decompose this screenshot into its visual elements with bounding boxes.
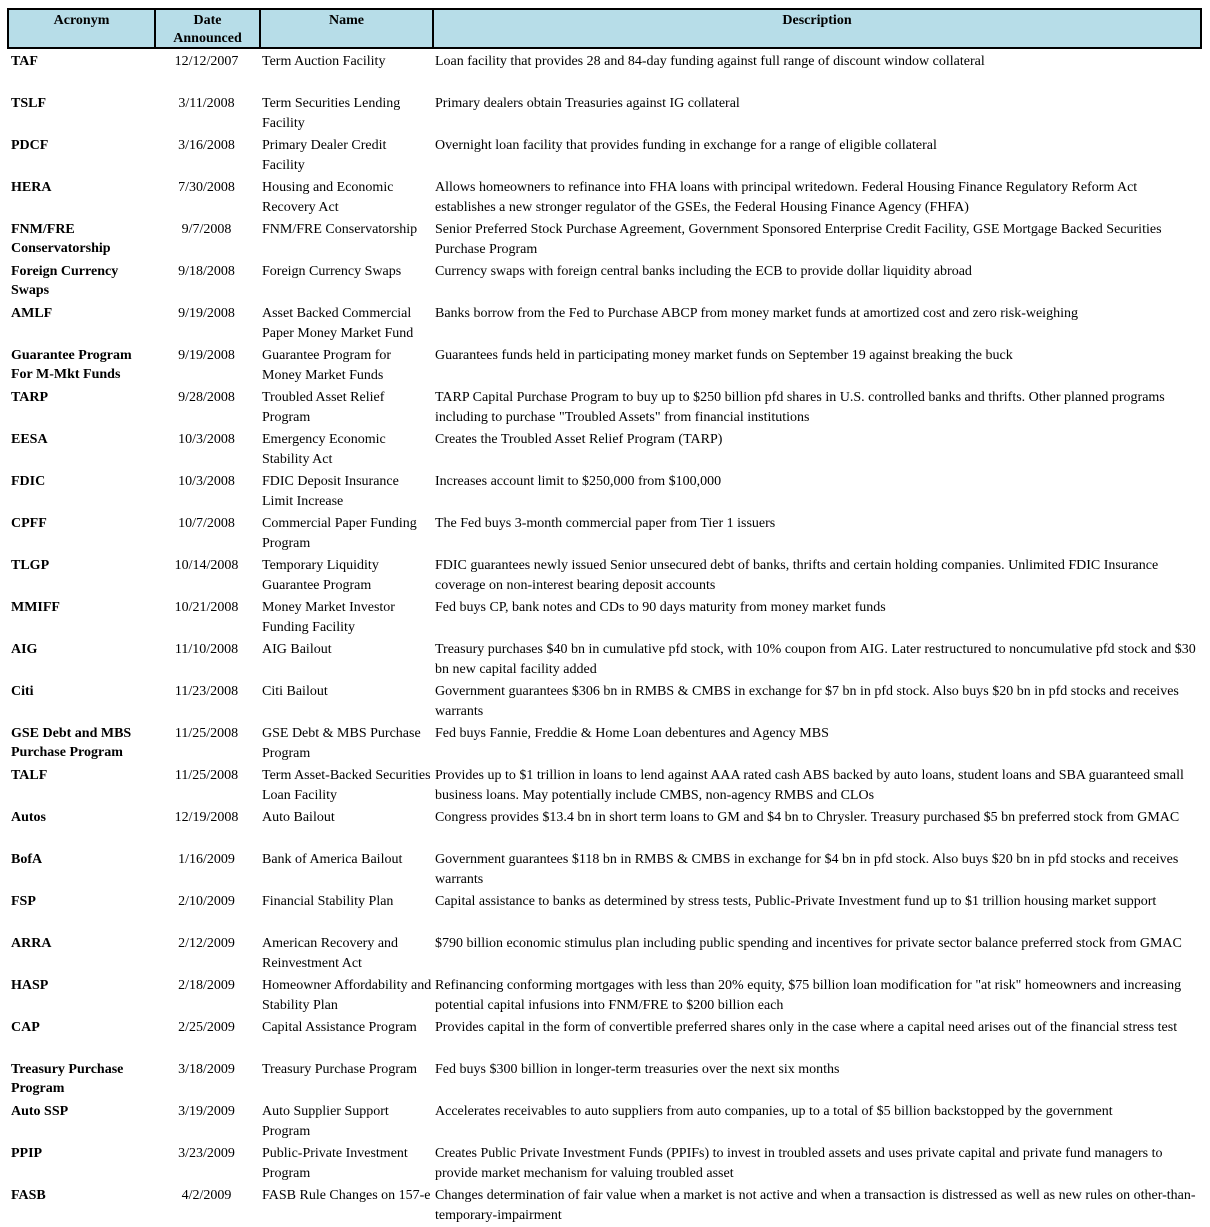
date-cell: 11/25/2008 (174, 768, 239, 783)
name-cell: Commercial Paper Funding Program (262, 516, 417, 551)
description-cell: Banks borrow from the Fed to Purchase ABCP from money market funds at amortized cost and zero risk-weighing (435, 306, 1078, 321)
name-cell: FNM/FRE Conservatorship (262, 222, 418, 237)
name-cell: Financial Stability Plan (262, 894, 394, 909)
table-row (7, 1017, 1202, 1059)
date-cell: 1/16/2009 (178, 852, 235, 867)
date-cell: 2/10/2009 (178, 894, 235, 909)
description-cell: Provides up to $1 trillion in loans to lend against AAA rated cash ABS backed by auto loans, student loans and SBA guaranteed small business loans. May potentially include CMBS, non-agency RMBS and CLOs (435, 768, 1184, 803)
acronym-cell: Auto SSP (11, 1104, 69, 1119)
acronym-cell: HERA (11, 180, 52, 195)
name-cell: Primary Dealer Credit Facility (262, 138, 387, 173)
description-cell: Overnight loan facility that provides funding in exchange for a range of eligible collateral (435, 138, 937, 153)
table-row (7, 1143, 1202, 1185)
table-row (7, 471, 1202, 513)
name-cell: Term Securities Lending Facility (262, 96, 401, 131)
name-cell: AIG Bailout (262, 642, 332, 657)
date-cell: 3/11/2008 (178, 96, 235, 111)
description-cell: Provides capital in the form of convertible preferred shares only in the case where a capital need arises out of the financial stress test (435, 1020, 1178, 1035)
acronym-cell: TSLF (11, 96, 47, 111)
table-row (7, 429, 1202, 471)
description-cell: Congress provides $13.4 bn in short term loans to GM and $4 bn to Chrysler. Treasury purchased $5 bn preferred stock from GMAC (435, 810, 1180, 825)
acronym-cell: CAP (11, 1020, 40, 1035)
date-cell: 7/30/2008 (178, 180, 235, 195)
acronym-cell: MMIFF (11, 600, 60, 615)
acronym-cell: EESA (11, 432, 48, 447)
acronym-cell: Foreign Currency Swaps (11, 264, 119, 298)
table-row (7, 765, 1202, 807)
description-cell: Allows homeowners to refinance into FHA loans with principal writedown. Federal Housing Finance Regulatory Reform Act establishes a new stronger regulator of the GSEs, the Federal Housing Finance Agency (FHFA) (435, 180, 1138, 215)
acronym-cell: AMLF (11, 306, 53, 321)
date-cell: 12/12/2007 (174, 54, 239, 69)
date-cell: 10/7/2008 (178, 516, 235, 531)
acronym-cell: TARP (11, 390, 49, 405)
acronym-cell: TAF (11, 54, 38, 69)
table-row (7, 135, 1202, 177)
name-cell: Auto Bailout (262, 810, 335, 825)
name-cell: Foreign Currency Swaps (262, 264, 402, 279)
description-cell: Capital assistance to banks as determined by stress tests, Public-Private Investment fund up to $1 trillion housing market support (435, 894, 1157, 909)
acronym-cell: PPIP (11, 1146, 43, 1161)
name-cell: Auto Supplier Support Program (262, 1104, 389, 1139)
table-row (7, 933, 1202, 975)
acronym-cell: FSP (11, 894, 36, 909)
date-cell: 3/16/2008 (178, 138, 235, 153)
table-row (7, 387, 1202, 429)
description-cell: The Fed buys 3-month commercial paper from Tier 1 issuers (435, 516, 776, 531)
table-row (7, 849, 1202, 891)
description-cell: Government guarantees $306 bn in RMBS & CMBS in exchange for $7 bn in pfd stock. Also buys $20 bn in pfd stocks and receives warrants (435, 684, 1179, 719)
name-cell: Troubled Asset Relief Program (262, 390, 385, 425)
name-cell: FASB Rule Changes on 157-e (262, 1188, 431, 1203)
name-cell: Bank of America Bailout (262, 852, 403, 867)
table-body (7, 51, 1202, 1227)
acronym-cell: Treasury Purchase Program (11, 1062, 124, 1096)
date-cell: 10/3/2008 (178, 474, 235, 489)
table-row (7, 261, 1202, 303)
description-cell: Currency swaps with foreign central banks including the ECB to provide dollar liquidity abroad (435, 264, 972, 279)
acronym-cell: ARRA (11, 936, 52, 951)
date-cell: 2/18/2009 (178, 978, 235, 993)
acronym-cell: TALF (11, 768, 48, 783)
date-cell: 11/25/2008 (174, 726, 239, 741)
description-cell: $790 billion economic stimulus plan including public spending and incentives for private sector balance preferred stock from GMAC (435, 936, 1182, 951)
date-cell: 10/21/2008 (174, 600, 239, 615)
table-row (7, 975, 1202, 1017)
name-cell: Homeowner Affordability and Stability Plan (262, 978, 432, 1013)
name-cell: Term Asset-Backed Securities Loan Facility (262, 768, 431, 803)
description-cell: Primary dealers obtain Treasuries against IG collateral (435, 96, 740, 111)
acronym-cell: CPFF (11, 516, 47, 531)
table-row (7, 639, 1202, 681)
date-cell: 9/19/2008 (178, 348, 235, 363)
description-cell: TARP Capital Purchase Program to buy up to $250 billion pfd shares in U.S. controlled banks and thrifts. Other planned programs including to purchase "Troubled Assets" from financial institutions (435, 390, 1165, 425)
acronym-cell: Citi (11, 684, 34, 699)
date-cell: 4/2/2009 (181, 1188, 232, 1203)
description-cell: Loan facility that provides 28 and 84-day funding against full range of discount window collateral (435, 54, 985, 69)
acronym-cell: AIG (11, 642, 38, 657)
acronym-cell: Guarantee Program For M-Mkt Funds (11, 348, 132, 382)
table-row (7, 345, 1202, 387)
header-date-announced (156, 10, 261, 47)
date-cell: 11/10/2008 (174, 642, 239, 657)
name-cell: Housing and Economic Recovery Act (262, 180, 394, 215)
table-row (7, 807, 1202, 849)
description-cell: Accelerates receivables to auto suppliers from auto companies, up to a total of $5 billion backstopped by the government (435, 1104, 1113, 1119)
date-cell: 3/23/2009 (178, 1146, 235, 1161)
acronym-cell: HASP (11, 978, 49, 993)
acronym-cell: TLGP (11, 558, 50, 573)
table-row (7, 303, 1202, 345)
acronym-cell: GSE Debt and MBS Purchase Program (11, 726, 132, 760)
date-cell: 11/23/2008 (174, 684, 239, 699)
description-cell: Creates the Troubled Asset Relief Program (TARP) (435, 432, 723, 447)
table-row (7, 51, 1202, 93)
header-name: Name (261, 10, 434, 47)
name-cell: Temporary Liquidity Guarantee Program (262, 558, 379, 593)
name-cell: Citi Bailout (262, 684, 328, 699)
description-cell: Fed buys CP, bank notes and CDs to 90 days maturity from money market funds (435, 600, 886, 615)
description-cell: Creates Public Private Investment Funds (PPIFs) to invest in troubled assets and uses private capital and private fund managers to provide market mechanism for valuing troubled asset (435, 1146, 1163, 1181)
name-cell: Money Market Investor Funding Facility (262, 600, 395, 635)
description-cell: Government guarantees $118 bn in RMBS & CMBS in exchange for $4 bn in pfd stock. Also buys $20 bn in pfd stocks and receives warrants (435, 852, 1179, 887)
description-cell: Senior Preferred Stock Purchase Agreement, Government Sponsored Enterprise Credit Facility, GSE Mortgage Backed Securities Purchase Program (435, 222, 1162, 257)
date-cell: 2/12/2009 (178, 936, 235, 951)
acronym-cell: Autos (11, 810, 47, 825)
table-row (7, 93, 1202, 135)
date-cell: 9/28/2008 (178, 390, 235, 405)
name-cell: FDIC Deposit Insurance Limit Increase (262, 474, 399, 509)
table-row (7, 513, 1202, 555)
table-row (7, 177, 1202, 219)
table-row (7, 219, 1202, 261)
acronym-cell: FNM/FRE Conservatorship (11, 222, 111, 256)
table-row (7, 723, 1202, 765)
date-cell: 3/19/2009 (178, 1104, 235, 1119)
table-row (7, 1185, 1202, 1227)
table-row (7, 681, 1202, 723)
description-cell: Guarantees funds held in participating money market funds on September 19 against breaking the buck (435, 348, 1013, 363)
table-row (7, 597, 1202, 639)
acronym-cell: FDIC (11, 474, 46, 489)
description-cell: Increases account limit to $250,000 from $100,000 (435, 474, 722, 489)
header-date-line1: Date (193, 13, 222, 28)
table-row (7, 555, 1202, 597)
date-cell: 9/7/2008 (181, 222, 232, 237)
name-cell: Public-Private Investment Program (262, 1146, 408, 1181)
table-row (7, 891, 1202, 933)
table-row (7, 1059, 1202, 1101)
name-cell: Guarantee Program for Money Market Funds (262, 348, 392, 383)
crisis-programs-table (7, 8, 1202, 1227)
description-cell: Fed buys $300 billion in longer-term treasuries over the next six months (435, 1062, 840, 1077)
date-cell: 10/14/2008 (174, 558, 239, 573)
name-cell: Term Auction Facility (262, 54, 386, 69)
acronym-cell: FASB (11, 1188, 46, 1203)
name-cell: Emergency Economic Stability Act (262, 432, 386, 467)
description-cell: Fed buys Fannie, Freddie & Home Loan debentures and Agency MBS (435, 726, 829, 741)
header-date-line2: Announced (173, 31, 242, 46)
date-cell: 10/3/2008 (178, 432, 235, 447)
name-cell: Asset Backed Commercial Paper Money Market Fund (262, 306, 414, 341)
table-header (7, 8, 1202, 49)
date-cell: 2/25/2009 (178, 1020, 235, 1035)
acronym-cell: BofA (11, 852, 43, 867)
date-cell: 9/19/2008 (178, 306, 235, 321)
date-cell: 9/18/2008 (178, 264, 235, 279)
name-cell: Treasury Purchase Program (262, 1062, 418, 1077)
name-cell: American Recovery and Reinvestment Act (262, 936, 399, 971)
description-cell: Treasury purchases $40 bn in cumulative pfd stock, with 10% coupon from AIG. Later restructured to noncumulative pfd stock and $30 bn new capital facility added (435, 642, 1196, 677)
name-cell: GSE Debt & MBS Purchase Program (262, 726, 421, 761)
name-cell: Capital Assistance Program (262, 1020, 417, 1035)
header-acronym: Acronym (9, 10, 156, 47)
acronym-cell: PDCF (11, 138, 49, 153)
header-description: Description (782, 13, 852, 28)
description-cell: Refinancing conforming mortgages with less than 20% equity, $75 billion loan modification for "at risk" homeowners and increasing potential capital infusions into FNM/FRE to $200 billion each (435, 978, 1182, 1013)
table-row (7, 1101, 1202, 1143)
date-cell: 3/18/2009 (178, 1062, 235, 1077)
date-cell: 12/19/2008 (174, 810, 239, 825)
description-cell: FDIC guarantees newly issued Senior unsecured debt of banks, thrifts and certain holding companies. Unlimited FDIC Insurance coverage on non-interest bearing deposit accounts (435, 558, 1159, 593)
description-cell: Changes determination of fair value when a market is not active and when a transaction is distressed as well as new rules on other-than-temporary-impairment (435, 1188, 1196, 1223)
